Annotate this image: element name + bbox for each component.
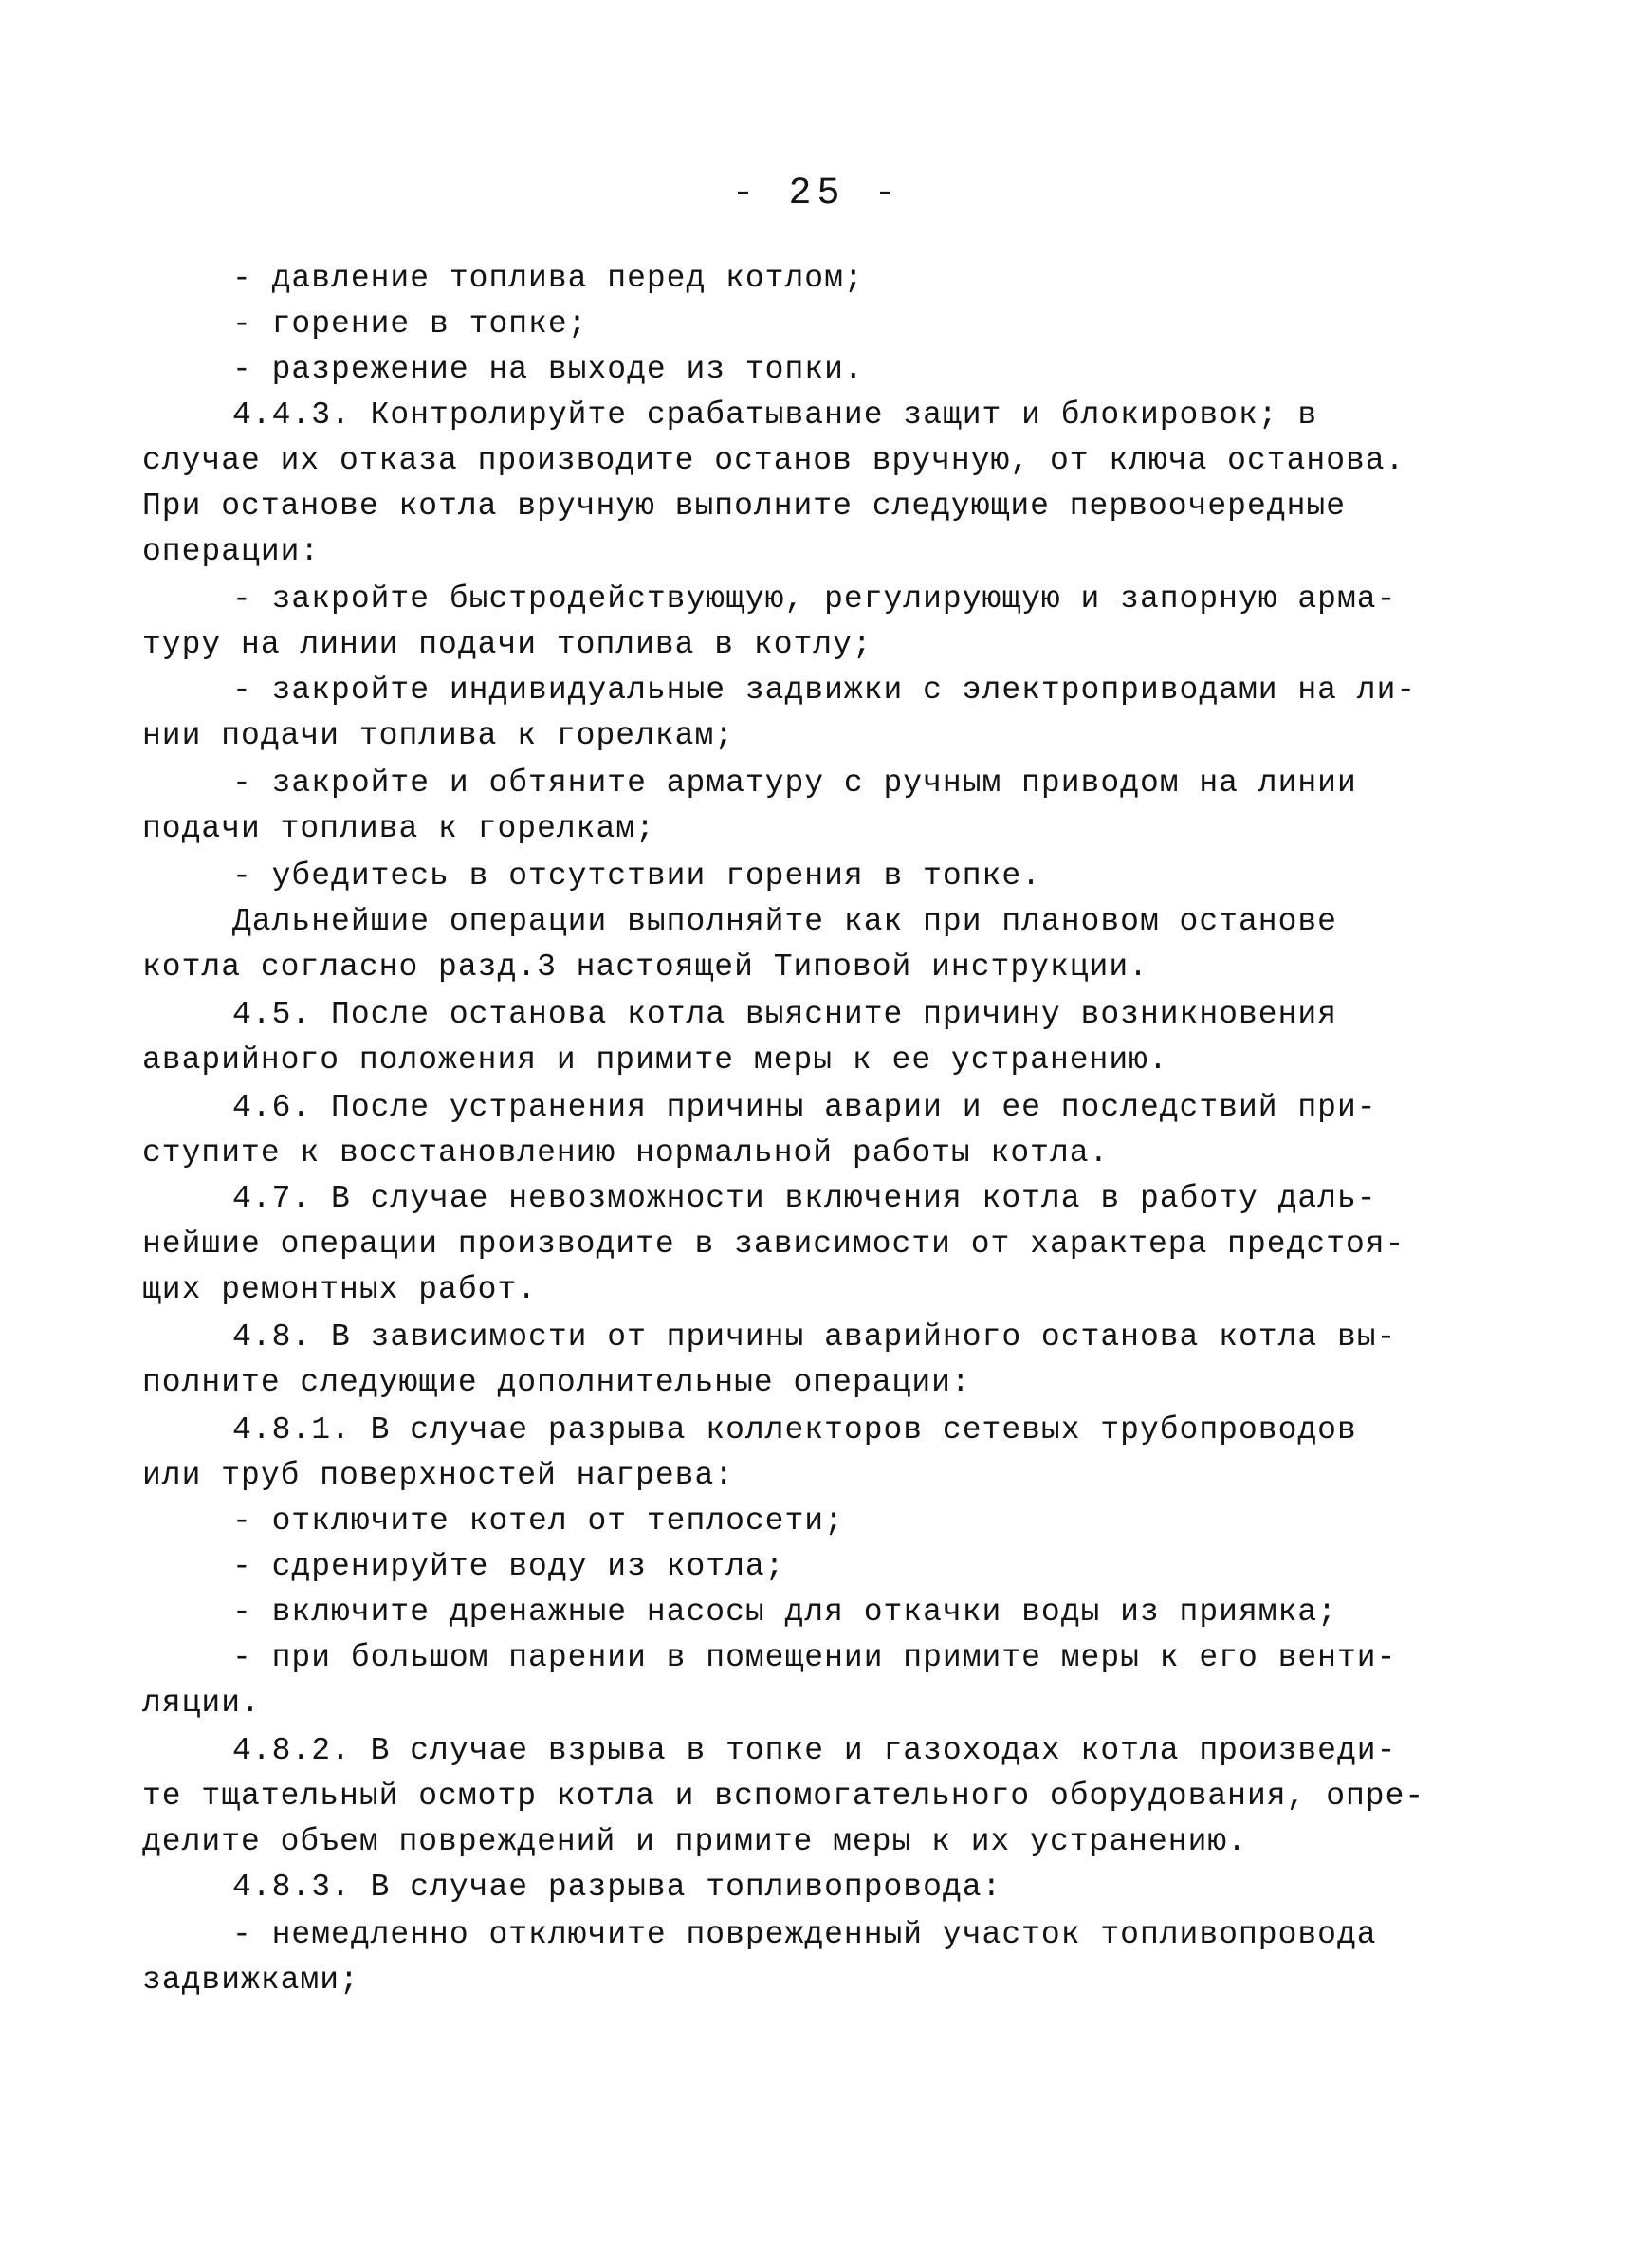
- text-line: те тщательный осмотр котла и вспомогательного оборудования, опре-: [142, 1779, 1425, 1814]
- text-line: делите объем повреждений и примите меры к их устранению.: [142, 1824, 1247, 1859]
- text-line: 4.6. После устранения причины аварии и ее последствий при-: [232, 1090, 1377, 1125]
- text-line: - закройте быстродействующую, регулирующую и запорную арма-: [232, 581, 1397, 617]
- text-line: 4.7. В случае невозможности включения котла в работу даль-: [232, 1181, 1377, 1216]
- text-line: - убедитесь в отсутствии горения в топке.: [232, 858, 1041, 894]
- text-line: 4.8.3. В случае разрыва топливопровода:: [232, 1870, 1002, 1905]
- text-line: - отключите котел от теплосети;: [232, 1503, 844, 1539]
- text-line: ляции.: [142, 1686, 261, 1721]
- text-line: 4.8.2. В случае взрыва в топке и газоходах котла произведи-: [232, 1733, 1397, 1768]
- text-line: или труб поверхностей нагрева:: [142, 1458, 735, 1493]
- text-line: операции:: [142, 534, 321, 569]
- text-line: - давление топлива перед котлом;: [232, 261, 864, 296]
- text-line: - горение в топке;: [232, 306, 588, 341]
- text-line: нии подачи топлива к горелкам;: [142, 718, 735, 753]
- text-line: туру на линии подачи топлива в котлу;: [142, 627, 872, 662]
- text-line: - сдренируйте воду из котла;: [232, 1549, 785, 1584]
- text-line: подачи топлива к горелкам;: [142, 811, 655, 846]
- text-line: 4.4.3. Контролируйте срабатывание защит и блокировок; в: [232, 397, 1318, 433]
- text-line: ступите к восстановлению нормальной работы котла.: [142, 1135, 1110, 1171]
- text-line: - немедленно отключите поврежденный участок топливопровода: [232, 1917, 1377, 1952]
- text-line: Дальнейшие операции выполняйте как при плановом останове: [232, 904, 1337, 939]
- page-number: - 25 -: [731, 173, 903, 215]
- text-line: 4.8.1. В случае разрыва коллекторов сетевых трубопроводов: [232, 1412, 1357, 1447]
- text-line: - закройте индивидуальные задвижки с электроприводами на ли-: [232, 673, 1417, 708]
- text-line: щих ремонтных работ.: [142, 1272, 538, 1307]
- text-line: 4.5. После останова котла выясните причину возникновения: [232, 997, 1337, 1032]
- text-line: - при большом парении в помещении примите меры к его венти-: [232, 1640, 1397, 1675]
- text-line: - закройте и обтяните арматуру с ручным приводом на линии: [232, 765, 1357, 801]
- text-line: нейшие операции производите в зависимости от характера предстоя-: [142, 1226, 1405, 1262]
- text-line: 4.8. В зависимости от причины аварийного останова котла вы-: [232, 1319, 1397, 1355]
- text-line: аварийного положения и примите меры к ее устранению.: [142, 1042, 1168, 1078]
- text-line: При останове котла вручную выполните следующие первоочередные: [142, 489, 1346, 524]
- text-line: задвижками;: [142, 1963, 359, 1998]
- text-line: случае их отказа производите останов вручную, от ключа останова.: [142, 443, 1405, 478]
- text-line: - включите дренажные насосы для откачки воды из приямка;: [232, 1595, 1337, 1630]
- text-line: полните следующие дополнительные операции:: [142, 1365, 971, 1400]
- text-line: - разрежение на выходе из топки.: [232, 352, 864, 387]
- text-line: котла согласно разд.3 настоящей Типовой инструкции.: [142, 950, 1148, 985]
